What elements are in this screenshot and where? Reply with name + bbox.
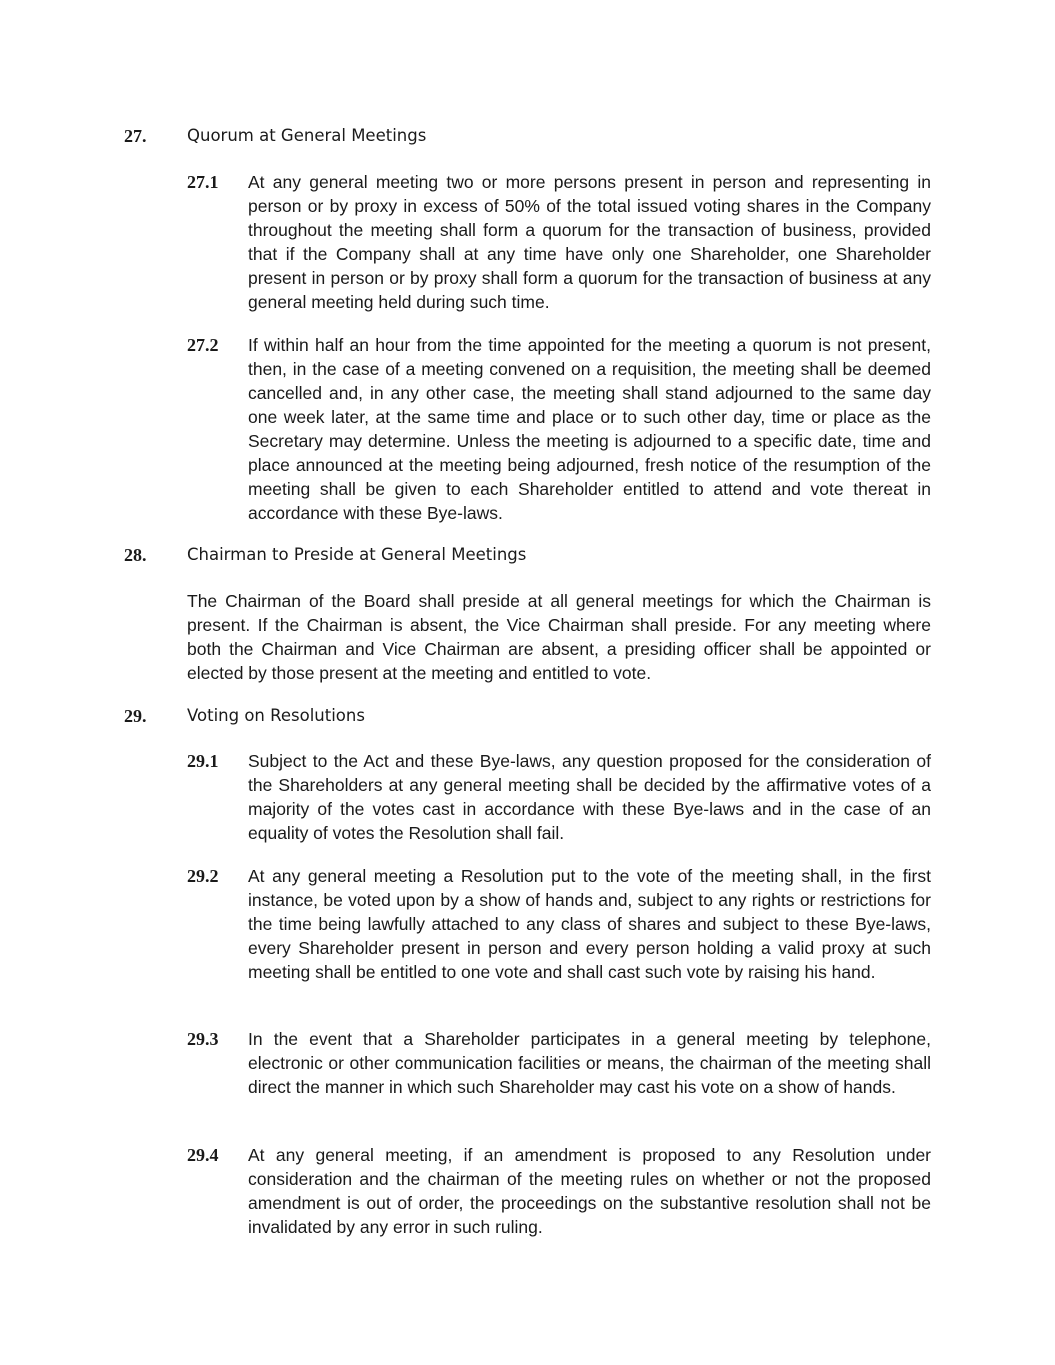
- section-number: 28.: [124, 545, 147, 565]
- section-title: Quorum at General Meetings: [187, 126, 427, 145]
- clause-text: Subject to the Act and these Bye-laws, any question proposed for the consideration of the Shareholders at any general meeting shall be decided by the affirmative votes of a majority of the votes cast in accordance with these Bye-laws and in the case of an equality of votes the Resolution shall fail.: [248, 751, 931, 843]
- section-28-body: The Chairman of the Board shall preside at all general meetings for which the Chairman is present. If the Chairman is absent, the Vice Chairman shall preside. For any meeting where both the Chairman and Vice Chairman are absent, a presiding officer shall be appointed or elected by those present at the meeting and entitled to vote.: [187, 591, 931, 683]
- clause-text: At any general meeting, if an amendment is proposed to any Resolution under consideration and the chairman of the meeting rules on whether or not the proposed amendment is out of order, the proceedings on the substantive resolution shall not be invalidated by any error in such ruling.: [248, 1145, 931, 1237]
- section-heading-28: [0, 542, 1055, 568]
- section-title: Voting on Resolutions: [187, 706, 365, 725]
- clause-text: At any general meeting a Resolution put to the vote of the meeting shall, in the first instance, be voted upon by a show of hands and, subject to any rights or restrictions for the time being lawfully attached to any class of shares and subject to these Bye-laws, every Shareholder present in person and every person holding a valid proxy at such meeting shall be entitled to one vote and shall cast such vote by raising his hand.: [248, 866, 931, 982]
- clause-number: 29.2: [187, 866, 219, 886]
- clause-text: If within half an hour from the time appointed for the meeting a quorum is not present, then, in the case of a meeting convened on a requisition, the meeting shall be deemed cancelled and, in any other case, the meeting shall stand adjourned to the same day one week later, at the same time and place or to such other day, time or place as the Secretary may determine. Unless the meeting is adjourned to a specific date, time and place announced at the meeting being adjourned, fresh notice of the resumption of the meeting shall be given to each Shareholder entitled to attend and vote thereat in accordance with these Bye-laws.: [248, 335, 931, 523]
- clause-number: 27.1: [187, 172, 219, 192]
- section-title: Chairman to Preside at General Meetings: [187, 545, 527, 564]
- clause-text: In the event that a Shareholder participates in a general meeting by telephone, electronic or other communication facilities or means, the chairman of the meeting shall direct the manner in which such Shareholder may cast his vote on a show of hands.: [248, 1029, 931, 1097]
- clause-number: 29.4: [187, 1145, 219, 1165]
- section-heading-27: [0, 123, 1055, 149]
- clause-number: 27.2: [187, 335, 219, 355]
- clause-number: 29.3: [187, 1029, 219, 1049]
- section-heading-29: [0, 703, 1055, 729]
- section-number: 27.: [124, 126, 147, 146]
- section-number: 29.: [124, 706, 147, 726]
- clause-number: 29.1: [187, 751, 219, 771]
- clause-text: At any general meeting two or more persons present in person and representing in person or by proxy in excess of 50% of the total issued voting shares in the Company throughout the meeting shall form a quorum for the transaction of business, provided that if the Company shall at any time have only one Shareholder, one Shareholder present in person or by proxy shall form a quorum for the transaction of business at any general meeting held during such time.: [248, 172, 931, 312]
